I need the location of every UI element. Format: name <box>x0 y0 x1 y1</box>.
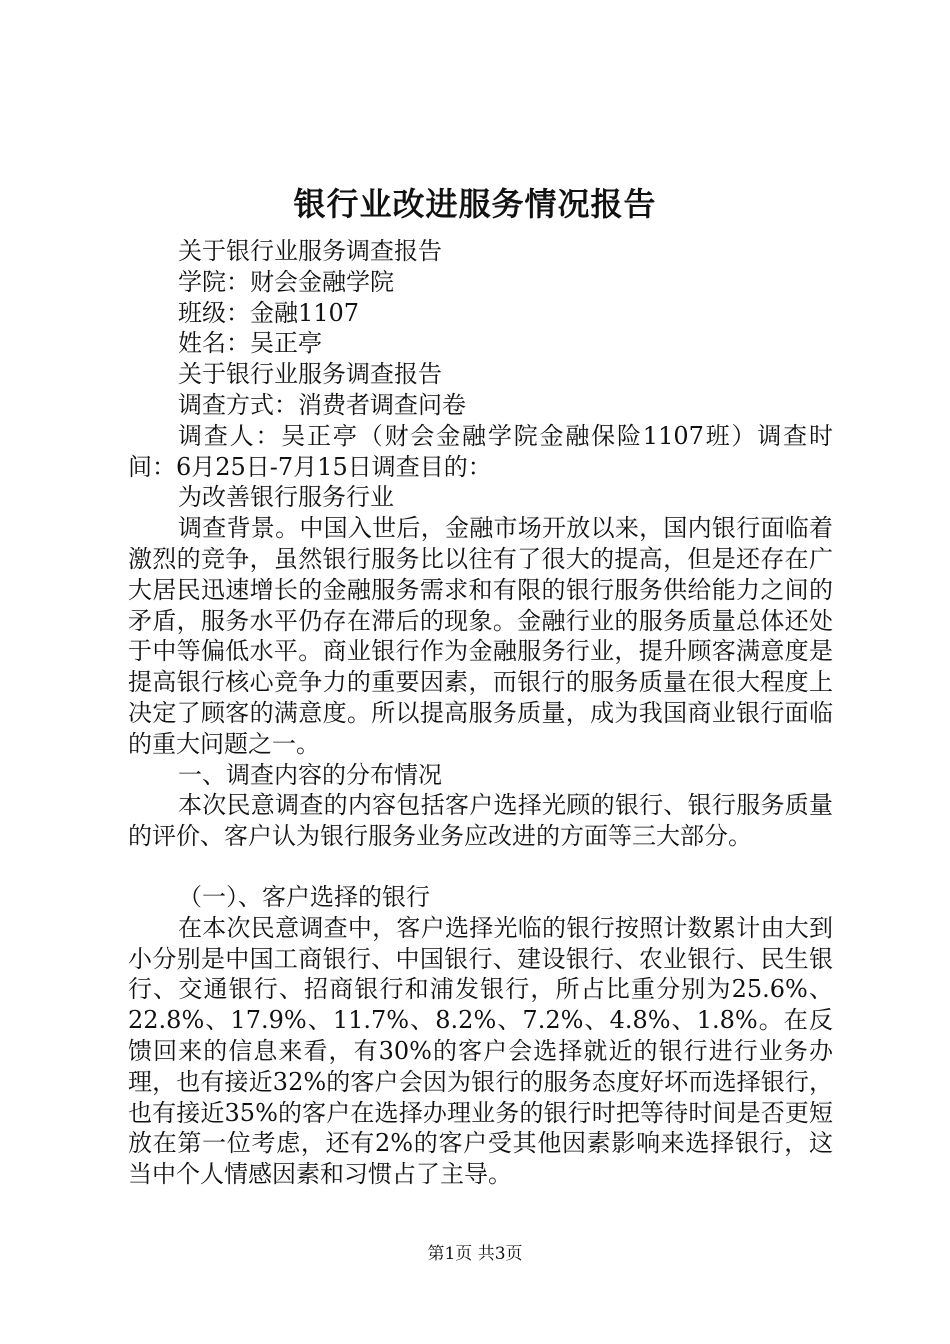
document-body <box>128 236 833 1190</box>
paragraph-surveyor: 调查人：吴正亭（财会金融学院金融保险1107班）调查时间：6月25日-7月15日调查目的： <box>128 421 833 481</box>
paragraph-purpose: 为改善银行服务行业 <box>178 483 394 512</box>
subsection-heading-chosen-banks: （一）、客户选择的银行 <box>178 882 430 911</box>
paragraph-college: 学院：财会金融学院 <box>178 267 394 296</box>
page-footer: 第1页 共3页 <box>427 1244 523 1264</box>
paragraph-name: 姓名：吴正亭 <box>178 329 322 358</box>
paragraph-bank-selection: 在本次民意调查中，客户选择光临的银行按照计数累计由大到小分别是中国工商银行、中国银行、建设银行、农业银行、民生银行、交通银行、招商银行和浦发银行，所占比重分别为25.6%、22.8%、17.9%、11.7%、8.2%、7.2%、4.8%、1.8%。在反馈回来的信息来看，有30%的客户会选择就近的银行进行业务办理，也有接近32%的客户会因为银行的服务态度好坏而选择银行，也有接近35%的客户在选择办理业务的银行时把等待时间是否更短放在第一位考虑，还有2%的客户受其他因素影响来选择银行，这当中个人情感因素和习惯占了主导。 <box>128 913 833 1189</box>
paragraph-survey-method: 调查方式：消费者调查问卷 <box>178 390 466 419</box>
section-heading-content-distribution: 一、调查内容的分布情况 <box>178 760 442 789</box>
document-title: 银行业改进服务情况报告 <box>293 185 657 223</box>
paragraph-report-heading: 关于银行业服务调查报告 <box>178 237 442 265</box>
paragraph-class: 班级：金融1107 <box>178 298 360 327</box>
paragraph-report-heading-repeat: 关于银行业服务调查报告 <box>178 360 442 389</box>
paragraph-background: 调查背景。中国入世后，金融市场开放以来，国内银行面临着激烈的竞争，虽然银行服务比以往有了很大的提高，但是还存在广大居民迅速增长的金融服务需求和有限的银行服务供给能力之间的矛盾，服务水平仍存在滞后的现象。金融行业的服务质量总体还处于中等偏低水平。商业银行作为金融服务行业，提升顾客满意度是提高银行核心竞争力的重要因素，而银行的服务质量在很大程度上决定了顾客的满意度。所以提高服务质量，成为我国商业银行面临的重大问题之一。 <box>128 514 833 758</box>
paragraph-survey-content: 本次民意调查的内容包括客户选择光顾的银行、银行服务质量的评价、客户认为银行服务业务应改进的方面等三大部分。 <box>128 791 833 851</box>
